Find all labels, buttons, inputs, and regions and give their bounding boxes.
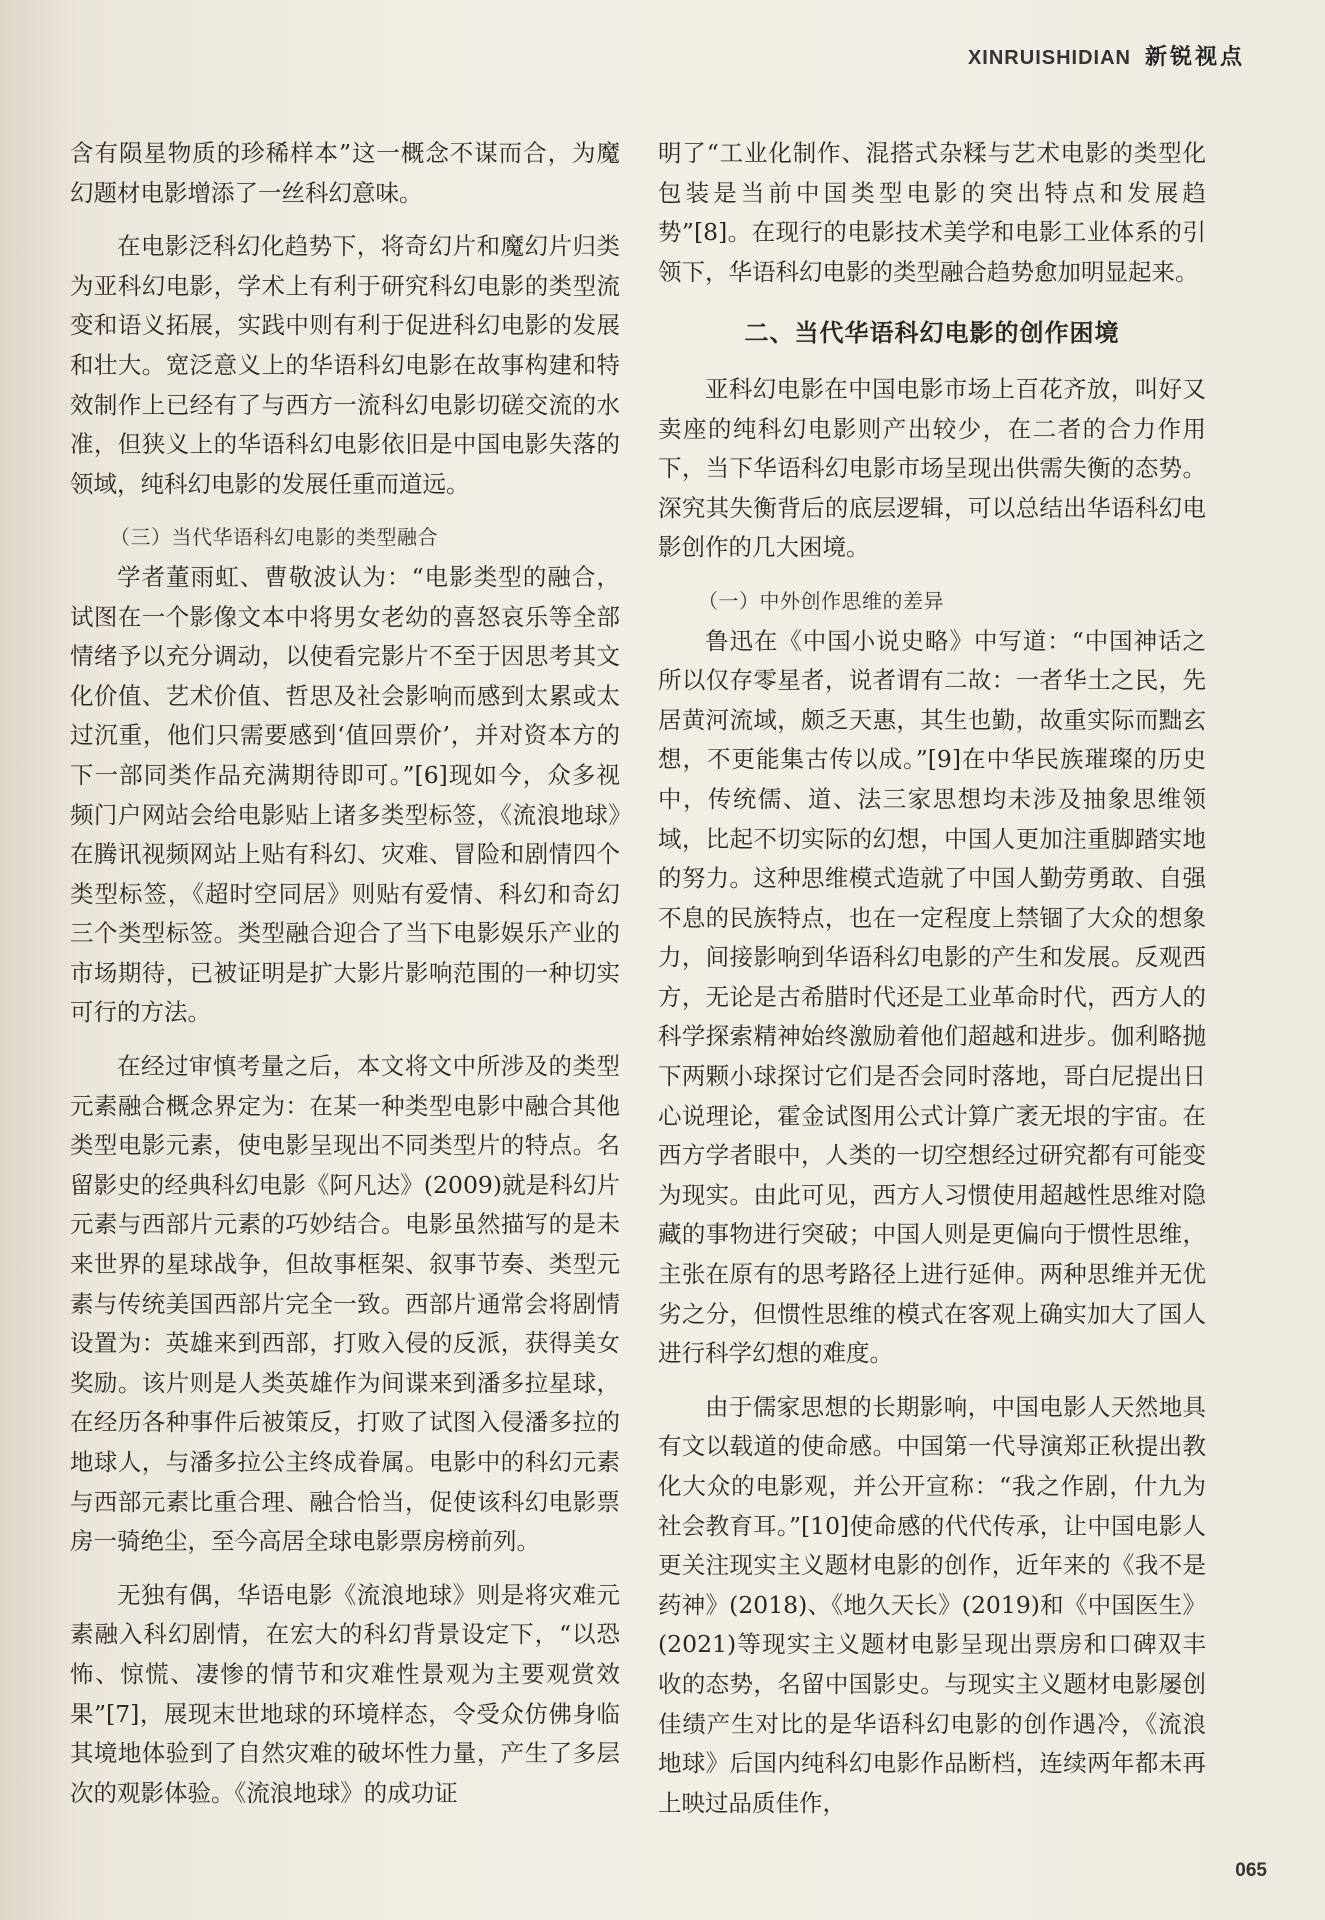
subheading: （三）当代华语科幻电影的类型融合	[110, 525, 438, 550]
right-column	[658, 134, 1206, 1823]
paragraph: 亚科幻电影在中国电影市场上百花齐放，叫好又卖座的纯科幻电影则产出较少，在二者的合力作用下，当下华语科幻电影市场呈现出供需失衡的态势。深究其失衡背后的底层逻辑，可以总结出华语科幻电影创作的几大困境。	[658, 374, 1206, 562]
subheading: （一）中外创作思维的差异	[698, 588, 944, 613]
paragraph: 无独有偶，华语电影《流浪地球》则是将灾难元素融入科幻剧情，在宏大的科幻背景设定下，“以恐怖、惊慌、凄惨的情节和灾难性景观为主要观赏效果”[7]，展现末世地球的环境样态，令受众仿佛身临其境地体验到了自然灾难的破坏性力量，产生了多层次的观影体验。《流浪地球》的成功证	[70, 1580, 620, 1807]
paragraph: 明了“工业化制作、混搭式杂糅与艺术电影的类型化包装是当前中国类型电影的突出特点和发展趋势”[8]。在现行的电影技术美学和电影工业体系的引领下，华语科幻电影的类型融合趋势愈加明显起来。	[658, 139, 1206, 286]
paragraph: 在经过审慎考量之后，本文将文中所涉及的类型元素融合概念界定为：在某一种类型电影中融合其他类型电影元素，使电影呈现出不同类型片的特点。名留影史的经典科幻电影《阿凡达》(2009)就是科幻片元素与西部片元素的巧妙结合。电影虽然描写的是未来世界的星球战争，但故事框架、叙事节奏、类型元素与传统美国西部片完全一致。西部片通常会将剧情设置为：英雄来到西部，打败入侵的反派，获得美女奖励。该片则是人类英雄作为间谍来到潘多拉星球，在经历各种事件后被策反，打败了试图入侵潘多拉的地球人，与潘多拉公主终成眷属。电影中的科幻元素与西部元素比重合理、融合恰当，促使该科幻电影票房一骑绝尘，至今高居全球电影票房榜前列。	[70, 1052, 620, 1556]
paragraph: 由于儒家思想的长期影响，中国电影人天然地具有文以载道的使命感。中国第一代导演郑正秋提出教化大众的电影观，并公开宣称：“我之作剧，什九为社会教育耳。”[10]使命感的代代传承，让中国电影人更关注现实主义题材电影的创作，近年来的《我不是药神》(2018)、《地久天长》(2019)和《中国医生》(2021)等现实主义题材电影呈现出票房和口碑双丰收的态势，名留中国影史。与现实主义题材电影屡创佳绩产生对比的是华语科幻电影的创作遇冷，《流浪地球》后国内纯科幻电影作品断档，连续两年都未再上映过品质佳作，	[658, 1392, 1206, 1817]
header-section-title: 新锐视点	[1144, 44, 1245, 69]
paragraph: 鲁迅在《中国小说史略》中写道：“中国神话之所以仅存零星者，说者谓有二故：一者华土之民，先居黄河流域，颇乏天惠，其生也勤，故重实际而黜玄想，不更能集古传以成。”[9]在中华民族璀璨的历史中，传统儒、道、法三家思想均未涉及抽象思维领域，比起不切实际的幻想，中国人更加注重脚踏实地的努力。这种思维模式造就了中国人勤劳勇敢、自强不息的民族特点，也在一定程度上禁锢了大众的想象力，间接影响到华语科幻电影的产生和发展。反观西方，无论是古希腊时代还是工业革命时代，西方人的科学探索精神始终激励着他们超越和进步。伽利略抛下两颗小球探讨它们是否会同时落地，哥白尼提出日心说理论，霍金试图用公式计算广袤无垠的宇宙。在西方学者眼中，人类的一切空想经过研究都有可能变为现实。由此可见，西方人习惯使用超越性思维对隐藏的事物进行突破；中国人则是更偏向于惯性思维，主张在原有的思考路径上进行延伸。两种思维并无优劣之分，但惯性思维的模式在客观上确实加大了国人进行科学幻想的难度。	[658, 626, 1206, 1368]
header-section-latin: XINRUISHIDIAN	[967, 47, 1131, 69]
page-number: 065	[1235, 1860, 1267, 1881]
left-column	[70, 134, 620, 1813]
section-heading: 二、当代华语科幻电影的创作困境	[744, 320, 1120, 348]
paragraph: 含有陨星物质的珍稀样本”这一概念不谋而合，为魔幻题材电影增添了一丝科幻意味。	[70, 139, 620, 207]
running-header	[968, 40, 1245, 71]
paragraph: 学者董雨虹、曹敬波认为：“电影类型的融合，试图在一个影像文本中将男女老幼的喜怒哀乐等全部情绪予以充分调动，以使看完影片不至于因思考其文化价值、艺术价值、哲思及社会影响而感到太累或太过沉重，他们只需要感到‘值回票价’，并对资本方的下一部同类作品充满期待即可。”[6]现如今，众多视频门户网站会给电影贴上诸多类型标签，《流浪地球》在腾讯视频网站上贴有科幻、灾难、冒险和剧情四个类型标签，《超时空同居》则贴有爱情、科幻和奇幻三个类型标签。类型融合迎合了当下电影娱乐产业的市场期待，已被证明是扩大影片影响范围的一种切实可行的方法。	[70, 562, 620, 1027]
paragraph: 在电影泛科幻化趋势下，将奇幻片和魔幻片归类为亚科幻电影，学术上有利于研究科幻电影的类型流变和语义拓展，实践中则有利于促进科幻电影的发展和壮大。宽泛意义上的华语科幻电影在故事构建和特效制作上已经有了与西方一流科幻电影切磋交流的水准，但狭义上的华语科幻电影依旧是中国电影失落的领域，纯科幻电影的发展任重而道远。	[70, 232, 620, 498]
